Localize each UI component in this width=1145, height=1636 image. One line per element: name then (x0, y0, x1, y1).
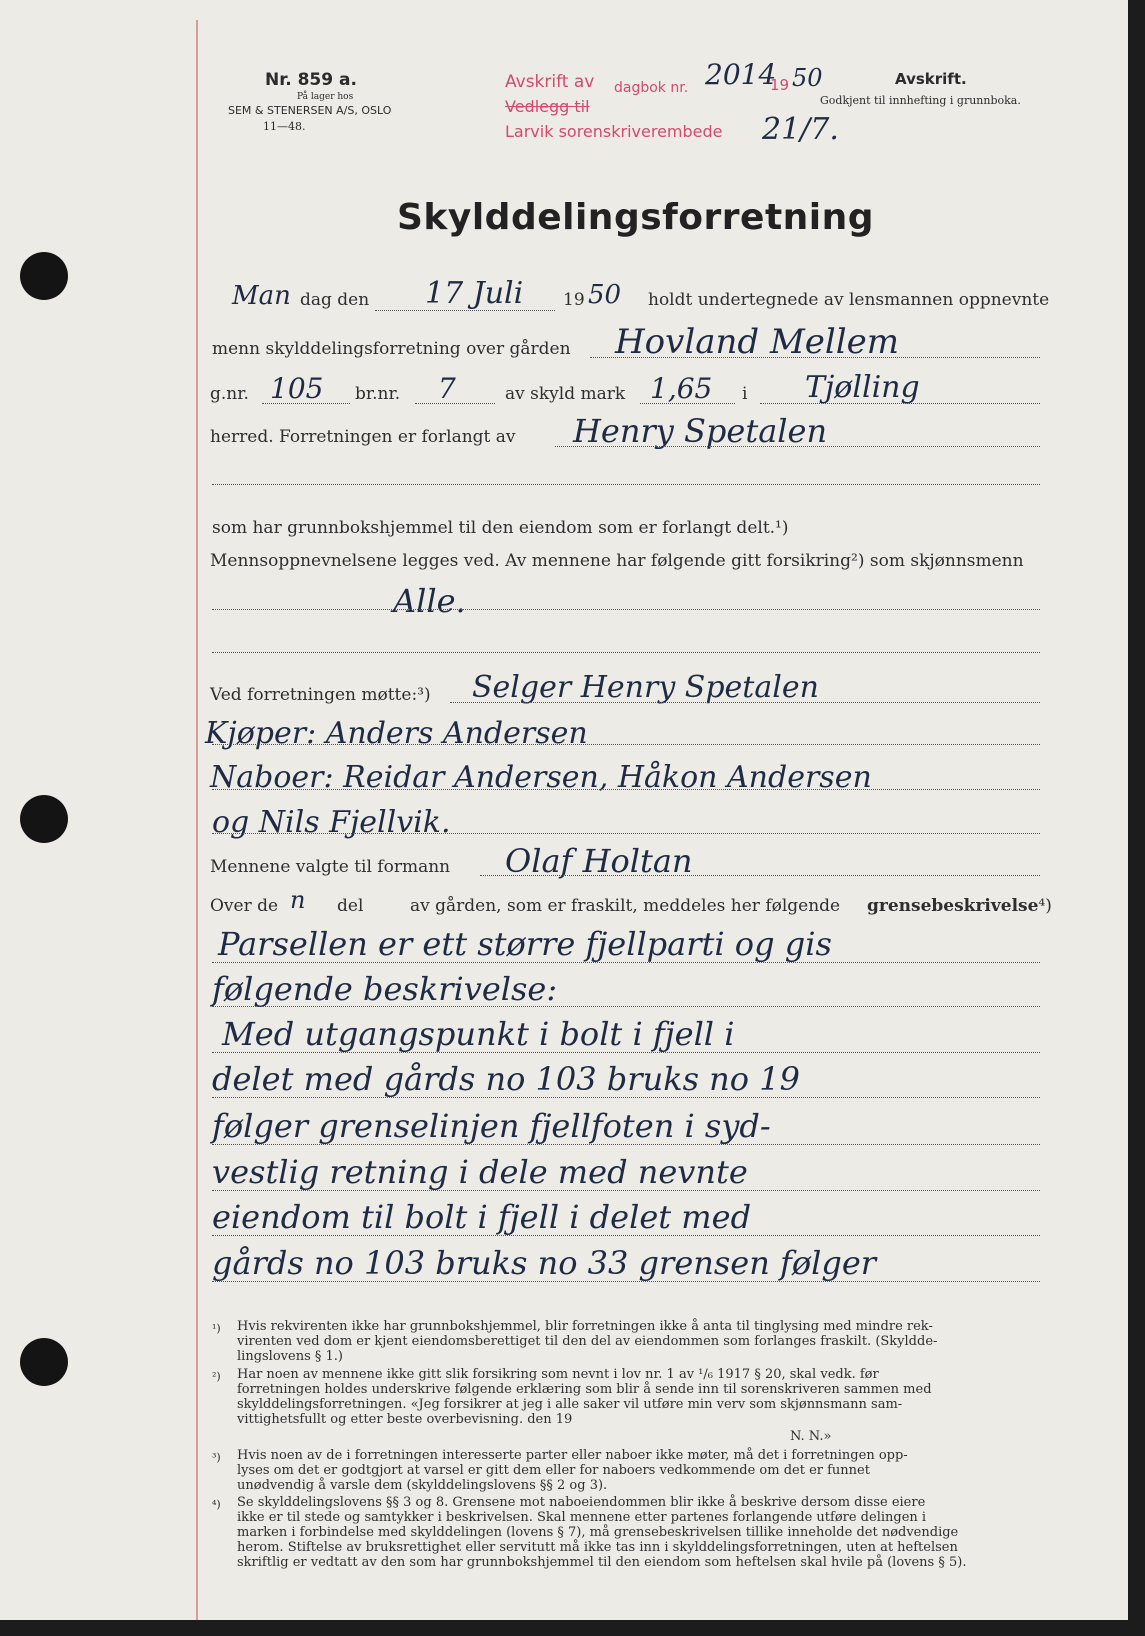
description-rule (212, 962, 1040, 963)
description-line: Parsellen er ett større fjellparti og gis (218, 925, 832, 963)
bnr-label: br.nr. (355, 384, 401, 404)
gaarden-text: av gården, som er fraskilt, meddeles her følgende (410, 896, 841, 916)
over-handwritten: n (290, 886, 306, 914)
footnote-line: Har noen av mennene ikke gitt slik forsikring som nevnt i lov nr. 1 av ¹/₆ 1917 § 20, skal vedk. før (237, 1367, 879, 1382)
footnote-line: Hvis noen av de i forretningen interesserte parter eller naboer ikke møter, må det i forretningen opp- (237, 1448, 908, 1463)
year-handwritten: 50 (588, 280, 622, 310)
herred-handwritten: Tjølling (805, 370, 920, 405)
description-rule (212, 1190, 1040, 1191)
publisher-line: På lager hos (297, 92, 354, 102)
footnote-number: ¹) (212, 1322, 221, 1335)
footnote-line: skriftlig er vedtatt av den som har grunnbokshjemmel til den eiendom som heftelsen skal hvile på (lovens § 5). (237, 1555, 967, 1570)
stamp-year: 50 (792, 64, 823, 92)
document-title: Skylddelingsforretning (397, 197, 875, 238)
stamp-vedlegg: Vedlegg til (505, 97, 590, 116)
skyld-line (640, 403, 735, 404)
date-handwritten: 17 Juli (425, 276, 524, 311)
punch-hole (20, 252, 68, 300)
description-rule (212, 1052, 1040, 1053)
description-rule (212, 1144, 1040, 1145)
gnr-handwritten: 105 (270, 372, 324, 405)
formann-line (480, 875, 1040, 876)
punch-hole (20, 795, 68, 843)
footnote-line: vittighetsfullt og etter beste overbevisning. den 19 (237, 1412, 573, 1427)
footnote-1 (237, 1319, 937, 1364)
footnote-3 (237, 1448, 908, 1493)
grense-sup: ⁴) (1038, 896, 1052, 916)
footnote-line: virenten ved dom er kjent eiendomsberettiget til den del av eiendommen som forlanges fraskilt. (Skyldde- (237, 1334, 938, 1349)
formann-handwritten: Olaf Holtan (505, 842, 693, 880)
naboer-handwritten: Naboer: Reidar Andersen, Håkon Andersen (210, 760, 872, 795)
del-text: del (337, 896, 364, 916)
footnote-line: unødvendig å varsle dem (skylddelingslovens §§ 2 og 3). (237, 1478, 608, 1493)
held-text: holdt undertegnede av lensmannen oppnevnte (648, 290, 1050, 310)
description-rule (212, 1097, 1040, 1098)
herred-text: herred. Forretningen er forlangt av (210, 427, 516, 447)
footnote-line: skylddelingsforretningen. «Jeg forsikrer at jeg i alle saker vil utføre min verv som skjønnsmann sam- (237, 1397, 903, 1412)
kjoper-line (212, 744, 1040, 745)
description-line: gårds no 103 bruks no 33 grensen følger (212, 1244, 877, 1282)
form-number: Nr. 859 a. (265, 70, 357, 90)
og-handwritten: og Nils Fjellvik. (212, 805, 451, 840)
footnote-line: lyses om det er godtgjort at varsel er gitt dem eller for naboers vedkommende om det er funnet (237, 1463, 870, 1478)
farm-handwritten: Hovland Mellem (615, 322, 899, 362)
description-line: følger grenselinjen fjellfoten i syd- (212, 1107, 771, 1145)
margin-line (196, 20, 198, 1620)
alle-handwritten: Alle. (393, 582, 466, 620)
punch-hole (20, 1338, 68, 1386)
footnote-line: Hvis rekvirenten ikke har grunnbokshjemmel, blir forretningen ikke å anta til tinglysing med mindre rek- (237, 1319, 933, 1334)
footnote-nn: N. N.» (790, 1429, 832, 1444)
year-prefix: 19 (563, 290, 585, 310)
men-text: menn skylddelingsforretning over gården (212, 339, 571, 359)
bnr-handwritten: 7 (438, 372, 456, 405)
footnote-line: marken i forbindelse med skylddelingen (lovens § 7), må grensebeskrivelsen tillike inneholde det nødvendige (237, 1525, 959, 1540)
i-label: i (742, 384, 748, 404)
stamp-dagbok-number: 2014 (705, 58, 777, 91)
publisher-line: 11—48. (263, 120, 306, 133)
description-rule (212, 1281, 1040, 1282)
description-rule (212, 1235, 1040, 1236)
description-line: vestlig retning i dele med nevnte (212, 1153, 748, 1191)
motte-line (450, 702, 1040, 703)
description-line: delet med gårds no 103 bruks no 19 (212, 1060, 800, 1098)
stamp-avskrift-av: Avskrift av (505, 72, 595, 92)
publisher-line: SEM & STENERSEN A/S, OSLO (228, 104, 392, 117)
gnr-label: g.nr. (210, 384, 249, 404)
requester-handwritten: Henry Spetalen (573, 412, 828, 450)
stamp-dagbok-label: dagbok nr. (614, 80, 689, 96)
footnote-line: ikke er til stede og samtykker i beskrivelsen. Skal mennene etter partenes forlangende utføre delingen i (237, 1510, 927, 1525)
stamp-year-prefix: 19 (770, 76, 790, 94)
blank-line (212, 652, 1040, 653)
avskrift-subtitle: Godkjent til innhefting i grunnboka. (820, 94, 1021, 107)
footnote-line: lingslovens § 1.) (237, 1349, 343, 1364)
day-handwritten: Man (232, 281, 291, 311)
bnr-line (415, 403, 495, 404)
gnr-line (262, 403, 350, 404)
herred-line (760, 403, 1040, 404)
description-line: følgende beskrivelse: (212, 970, 558, 1008)
kjoper-handwritten: Kjøper: Anders Andersen (205, 716, 588, 751)
footnote-4 (237, 1495, 966, 1570)
footnote-number: ⁴) (212, 1498, 221, 1511)
date-line (375, 310, 555, 311)
footnote-2 (237, 1367, 932, 1427)
footnote-line: herom. Stiftelse av bruksrettighet eller servitutt må ikke tas inn i skylddelingsforretningen, uten at heftelsen (237, 1540, 958, 1555)
stamp-date: 21/7. (762, 112, 839, 147)
requester-line (555, 446, 1040, 447)
description-line: Med utgangspunkt i bolt i fjell i (222, 1015, 735, 1053)
stamp-court: Larvik sorenskriverembede (505, 122, 723, 141)
day-suffix: dag den (300, 290, 370, 310)
skyld-label: av skyld mark (505, 384, 626, 404)
motte-handwritten: Selger Henry Spetalen (472, 670, 819, 705)
description-rule (212, 1006, 1040, 1007)
naboer-line (212, 789, 1040, 790)
over-text: Over de (210, 896, 279, 916)
footnote-line: Se skylddelingslovens §§ 3 og 8. Grensene mot naboeiendommen blir ikke å beskrive dersom disse eiere (237, 1495, 926, 1510)
avskrift-title: Avskrift. (895, 70, 967, 88)
motte-text: Ved forretningen møtte:³) (210, 685, 431, 705)
formann-text: Mennene valgte til formann (210, 857, 451, 877)
footnote-number: ²) (212, 1370, 221, 1383)
grensebeskrivelse-label (867, 896, 1052, 916)
footnote-number: ³) (212, 1451, 221, 1464)
grense-bold: grensebeskrivelse (867, 896, 1039, 916)
skyld-handwritten: 1,65 (650, 372, 713, 405)
alle-line (212, 609, 1040, 610)
footnote-line: forretningen holdes underskrive følgende erklæring som blir å sende inn til sorenskriveren sammen med (237, 1382, 932, 1397)
farm-line (590, 357, 1040, 358)
grunnbok-text: som har grunnbokshjemmel til den eiendom som er forlangt delt.¹) (212, 518, 789, 538)
og-line (212, 833, 1040, 834)
blank-line (212, 484, 1040, 485)
description-line: eiendom til bolt i fjell i delet med (212, 1198, 752, 1236)
menns-text: Mennsoppnevnelsene legges ved. Av mennene har følgende gitt forsikring²) som skjønnsmenn (210, 551, 1024, 571)
